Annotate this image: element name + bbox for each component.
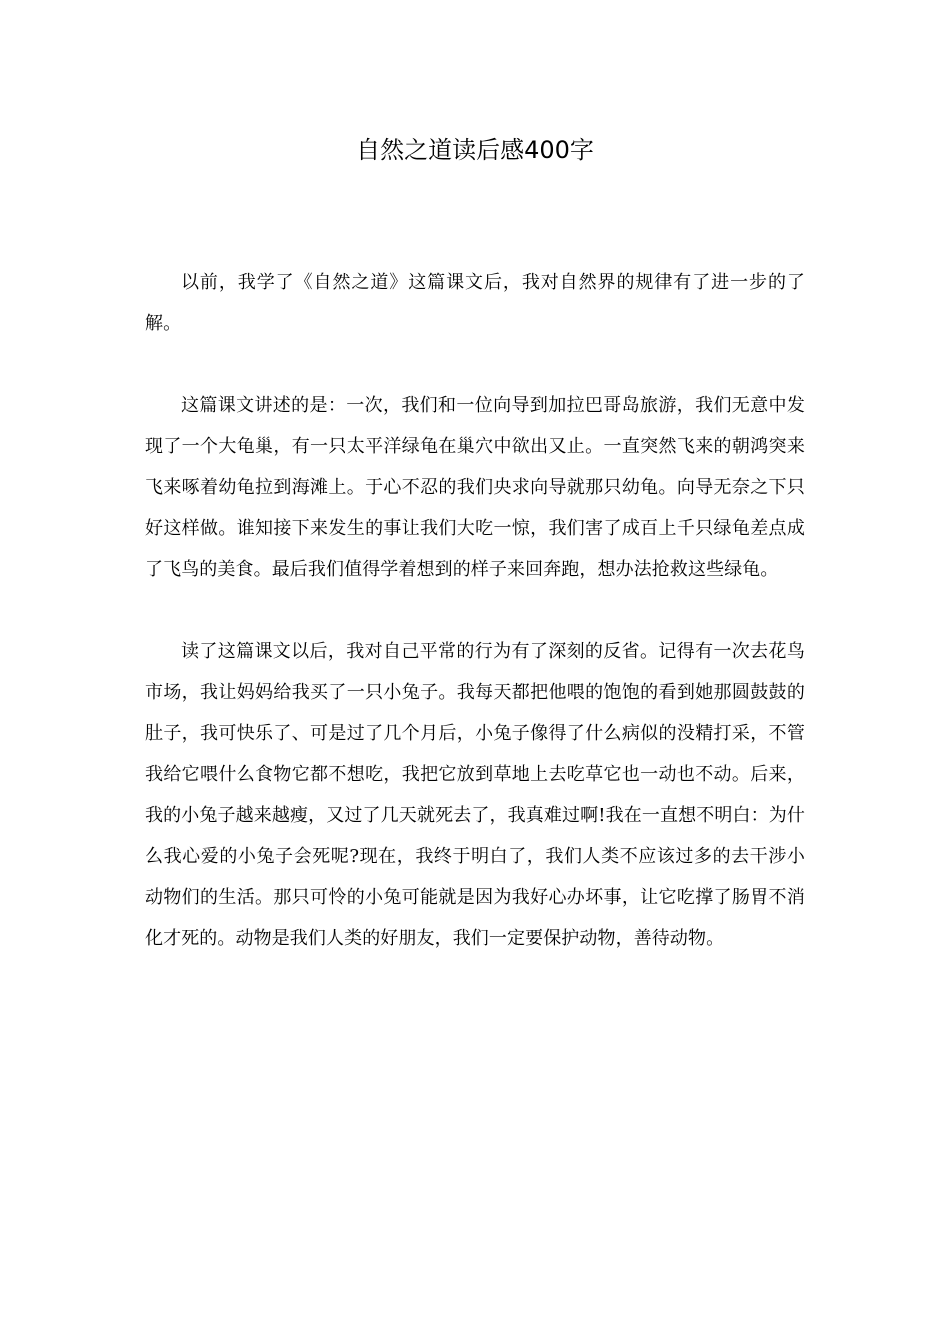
paragraph-3: 读了这篇课文以后，我对自己平常的行为有了深刻的反省。记得有一次去花鸟市场，我让妈妈给我买了一只小兔子。我每天都把他喂的饱饱的看到她那圆鼓鼓的肚子，我可快乐了、可是过了几个月后，小兔子像得了什么病似的没精打采，不管我给它喂什么食物它都不想吃，我把它放到草地上去吃草它也一动也不动。后来，我的小兔子越来越瘦，又过了几天就死去了，我真难过啊!我在一直想不明白：为什么我心爱的小兔子会死呢?现在，我终于明白了，我们人类不应该过多的去干涉小动物们的生活。那只可怜的小兔可能就是因为我好心办坏事，让它吃撑了肠胃不消化才死的。动物是我们人类的好朋友，我们一定要保护动物，善待动物。 (145, 641, 805, 949)
document-title: 自然之道读后感400字 (356, 136, 594, 164)
paragraph-2: 这篇课文讲述的是：一次，我们和一位向导到加拉巴哥岛旅游，我们无意中发现了一个大龟巢，有一只太平洋绿龟在巢穴中欲出又止。一直突然飞来的朝鸿突来飞来啄着幼龟拉到海滩上。于心不忍的我们央求向导就那只幼龟。向导无奈之下只好这样做。谁知接下来发生的事让我们大吃一惊，我们害了成百上千只绿龟差点成了飞鸟的美食。最后我们值得学着想到的样子来回奔跑，想办法抢救这些绿龟。 (145, 395, 805, 580)
paragraph-1: 以前，我学了《自然之道》这篇课文后，我对自然界的规律有了进一步的了解。 (145, 272, 805, 334)
document-body (145, 262, 805, 1000)
